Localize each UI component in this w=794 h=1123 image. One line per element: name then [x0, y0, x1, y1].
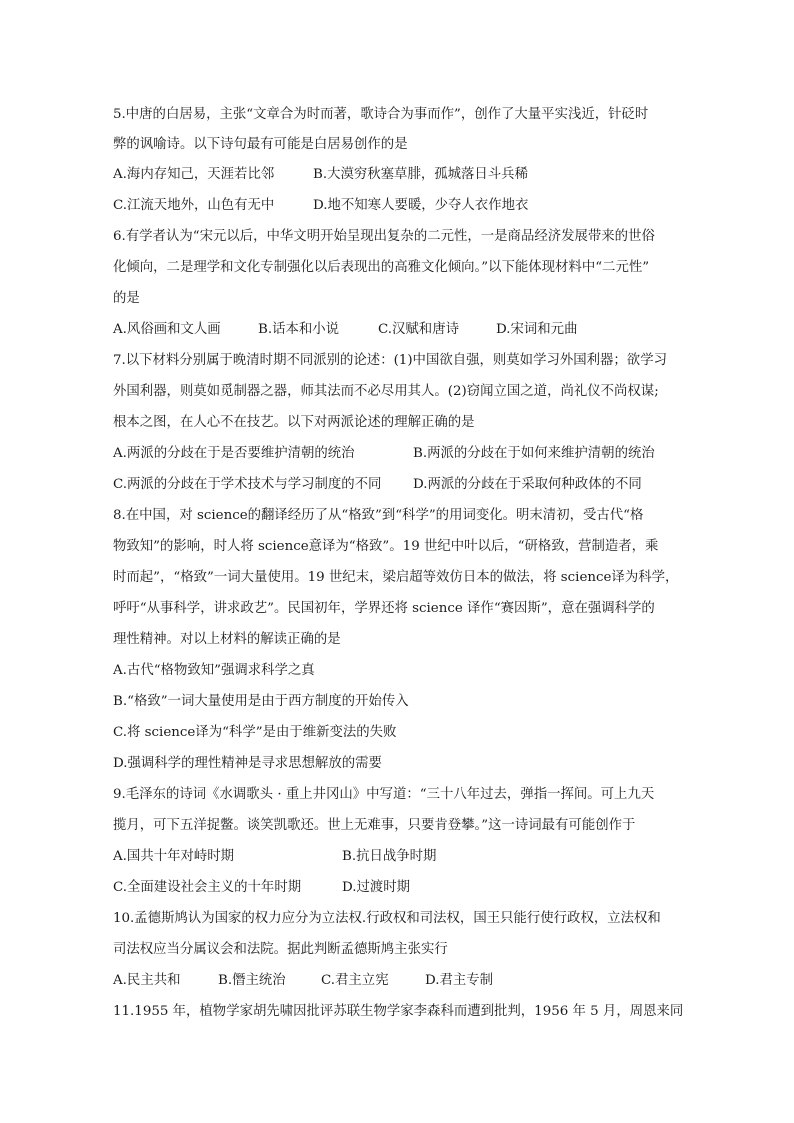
- q11-stem-line-1: 11.1955 年，植物学家胡先啸因批评苏联生物学家李森科而遭到批判，1956 年 5 月，周恩来同: [113, 1004, 684, 1019]
- q10-option-c[interactable]: C.君主立宪: [321, 973, 389, 988]
- q5-option-d[interactable]: D.地不知寒人要暖，少夺人衣作地衣: [313, 198, 529, 213]
- q8-stem-line-1: 8.在中国，对 science的翻译经历了从“格致”到“科学”的用词变化。明末清初，受古代“格: [113, 508, 644, 523]
- q8-option-c[interactable]: C.将 science译为“科学”是由于维新变法的失败: [113, 725, 397, 740]
- q9-stem-line-2: 揽月，可下五洋捉鳖。谈笑凯歌还。世上无难事，只要肯登攀。”这一诗词最有可能创作于: [113, 818, 636, 833]
- q7-stem-line-3: 根本之图，在人心不在技艺。以下对两派论述的理解正确的是: [113, 415, 475, 430]
- q5-option-c[interactable]: C.江流天地外，山色有无中: [113, 198, 275, 213]
- q6-stem-line-3: 的是: [113, 291, 140, 306]
- q5-stem-line-1: 5.中唐的白居易，主张“文章合为时而著，歌诗合为事而作”，创作了大量平实浅近，针砭时: [113, 107, 649, 122]
- q9-option-d[interactable]: D.过渡时期: [342, 880, 411, 895]
- q5-stem-line-2: 弊的讽喻诗。以下诗句最有可能是白居易创作的是: [113, 137, 408, 152]
- q7-stem-line-1: 7.以下材料分别属于晚清时期不同派别的论述：(1)中国欲自强，则莫如学习外国利器；欲学习: [113, 353, 667, 368]
- q10-option-d[interactable]: D.君主专制: [425, 973, 494, 988]
- q6-option-d[interactable]: D.宋词和元曲: [496, 322, 578, 337]
- q10-option-a[interactable]: A.民主共和: [113, 973, 181, 988]
- q7-option-c[interactable]: C.两派的分歧在于学术技术与学习制度的不同: [113, 477, 382, 492]
- q5-option-a[interactable]: A.海内存知己，天涯若比邻: [113, 167, 275, 182]
- q7-option-a[interactable]: A.两派的分歧在于是否要维护清朝的统治: [113, 446, 355, 461]
- q8-stem-line-3: 时而起”，“格致”一词大量使用。19 世纪末，梁启超等效仿日本的做法，将 science译为科学，: [113, 570, 679, 585]
- q8-option-d[interactable]: D.强调科学的理性精神是寻求思想解放的需要: [113, 756, 382, 771]
- q8-stem-line-4: 呼吁“从事科学，讲求政艺”。民国初年，学界还将 science 译作“赛因斯”，意在强调科学的: [113, 601, 655, 616]
- q9-option-a[interactable]: A.国共十年对峙时期: [113, 849, 235, 864]
- q6-stem-line-2: 化倾向，二是理学和文化专制强化以后表现出的高雅文化倾向。”以下能体现材料中“二元性”: [113, 260, 650, 275]
- q7-stem-line-2: 外国利器，则莫如觅制器之器，师其法而不必尽用其人。(2)窃闻立国之道，尚礼仪不尚权谋;: [113, 384, 659, 399]
- q9-option-b[interactable]: B.抗日战争时期: [342, 849, 437, 864]
- q6-stem-line-1: 6.有学者认为“宋元以后，中华文明开始呈现出复杂的二元性，一是商品经济发展带来的世俗: [113, 229, 655, 244]
- q10-stem-line-1: 10.孟德斯鸠认为国家的权力应分为立法权.行政权和司法权，国王只能行使行政权，立法权和: [113, 911, 661, 926]
- q8-option-a[interactable]: A.古代“格物致知”强调求科学之真: [113, 663, 315, 678]
- q10-stem-line-2: 司法权应当分属议会和法院。据此判断孟德斯鸠主张实行: [113, 942, 448, 957]
- q6-option-b[interactable]: B.话本和小说: [258, 322, 340, 337]
- q9-option-c[interactable]: C.全面建设社会主义的十年时期: [113, 880, 302, 895]
- q7-option-d[interactable]: D.两派的分歧在于采取何种政体的不同: [413, 477, 642, 492]
- q5-option-b[interactable]: B.大漠穷秋塞草腓，孤城落日斗兵稀: [313, 167, 528, 182]
- q8-stem-line-5: 理性精神。对以上材料的解读正确的是: [113, 632, 341, 647]
- q7-option-b[interactable]: B.两派的分歧在于如何来维护清朝的统治: [413, 446, 655, 461]
- q10-option-b[interactable]: B.僭主统治: [218, 973, 286, 988]
- q9-stem-line-1: 9.毛泽东的诗词《水调歌头 · 重上井冈山》中写道：“三十八年过去，弹指一挥间。可上九天: [113, 787, 655, 802]
- q6-option-a[interactable]: A.风俗画和文人画: [113, 322, 221, 337]
- q6-option-c[interactable]: C.汉赋和唐诗: [378, 322, 459, 337]
- q8-option-b[interactable]: B.“格致”一词大量使用是由于西方制度的开始传入: [113, 694, 409, 709]
- q8-stem-line-2: 物致知”的影响，时人将 science意译为“格致”。19 世纪中叶以后，“研格致，营制造者，乘: [113, 539, 659, 554]
